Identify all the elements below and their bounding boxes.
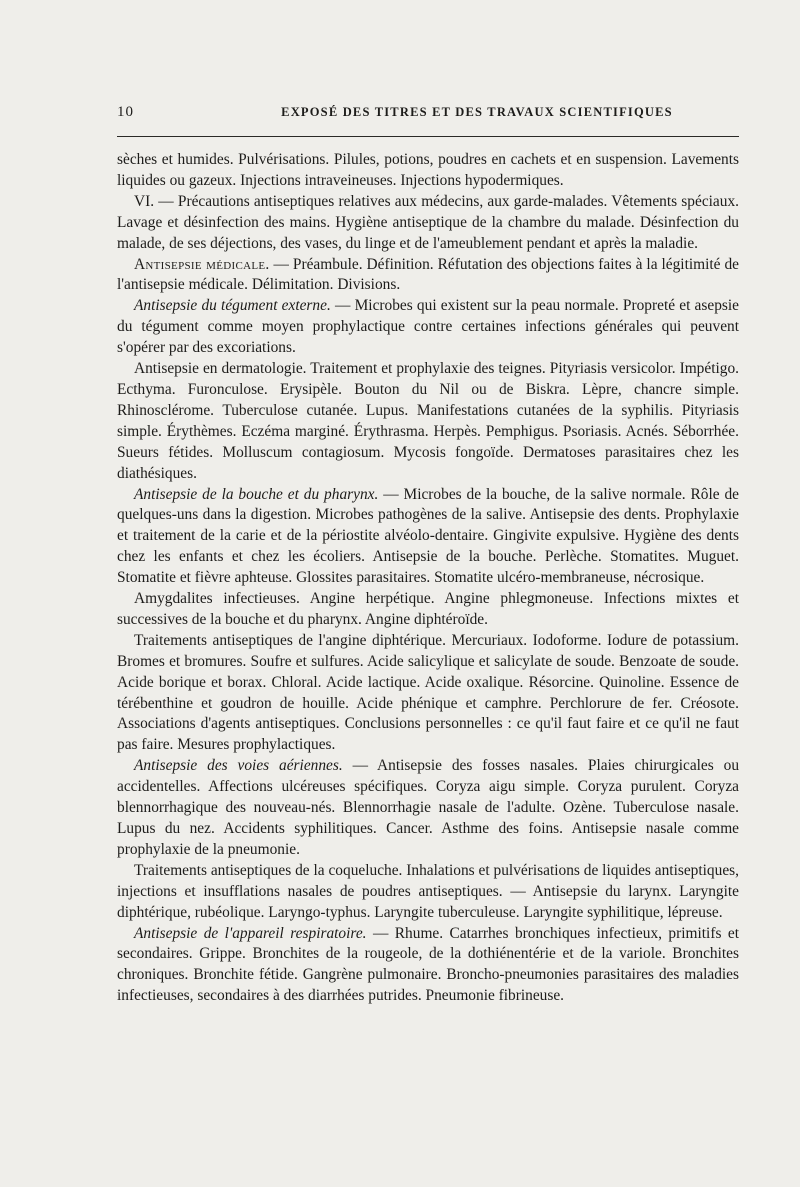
page-number: 10 [117, 104, 134, 120]
paragraph-1: sèches et humides. Pulvérisations. Pilules, potions, poudres en cachets et en suspension. Lavements liquides ou gazeux. Injections intraveineuses. Injections hypodermiques. [117, 151, 739, 189]
paragraph-7: Amygdalites infectieuses. Angine herpétique. Angine phlegmoneuse. Infections mixtes et successives de la bouche et du pharynx. Angine diphtéroïde. [117, 590, 739, 628]
paragraph-9: Antisepsie des voies aériennes. — Antisepsie des fosses nasales. Plaies chirurgicales ou accidentelles. Affections ulcéreuses spécifiques. Coryza aigu simple. Coryza purulent. Coryza blennorrhagique des nouveau-nés. Blennorrhagie nasale de l'adulte. Ozène. Tuberculose nasale. Lupus du nez. Accidents syphilitiques. Cancer. Asthme des foins. Antisepsie nasale comme prophylaxie de la pneumonie. [117, 757, 740, 858]
subsection-heading: Antisepsie de la bouche et du pharynx. [134, 485, 379, 503]
page-header [117, 104, 737, 126]
subsection-heading: Antisepsie de l'appareil respiratoire. [134, 924, 367, 942]
header-rule [117, 136, 739, 137]
paragraph-3: Antisepsie médicale. — Préambule. Définition. Réfutation des objections faites à la légitimité de l'antisepsie médicale. Délimitation. Divisions. [117, 255, 739, 294]
body-text [117, 150, 739, 1007]
subsection-heading: Antisepsie des voies aériennes. [134, 757, 343, 775]
paragraph-6: Antisepsie de la bouche et du pharynx. — Microbes de la bouche, de la salive normale. Rôle de quelques-uns dans la digestion. Microbes pathogènes de la salive. Antisepsie des dents. Prophylaxie et traitement de la carie et de la périostite alvéolo-dentaire. Gingivite expulsive. Hygiène des dents chez les enfants et chez les écoliers. Antisepsie de la bouche. Perlèche. Stomatites. Muguet. Stomatite et fièvre aphteuse. Glossites parasitaires. Stomatite ulcéro-membraneuse, nécrosique. [117, 485, 739, 587]
subsection-heading: Antisepsie du tégument externe. [134, 297, 331, 315]
section-heading: Antisepsie médicale. [134, 255, 270, 273]
running-title: EXPOSÉ DES TITRES ET DES TRAVAUX SCIENTIFIQUES [281, 105, 673, 119]
paragraph-2: VI. — Précautions antiseptiques relatives aux médecins, aux garde-malades. Vêtements spéciaux. Lavage et désinfection des mains. Hygiène antiseptique de la chambre du malade. Désinfection du malade, de ses déjections, des vases, du linge et de l'ameublement pendant et après la maladie. [117, 192, 739, 252]
paragraph-10: Traitements antiseptiques de la coqueluche. Inhalations et pulvérisations de liquides antiseptiques, injections et insufflations nasales de poudres antiseptiques. — Antisepsie du larynx. Laryngite diphtérique, rubéolique. Laryngo-typhus. Laryngite tuberculeuse. Laryngite syphilitique, lépreuse. [117, 861, 739, 921]
paragraph-4: Antisepsie du tégument externe. — Microbes qui existent sur la peau normale. Propreté et asepsie du tégument comme moyen prophylactique contre certaines infections générales qui peuvent s'opérer par des excoriations. [117, 297, 740, 357]
paragraph-8: Traitements antiseptiques de l'angine diphtérique. Mercuriaux. Iodoforme. Iodure de potassium. Bromes et bromures. Soufre et sulfures. Acide salicylique et salicylate de soude. Benzoate de soude. Acide borique et borax. Chloral. Acide lactique. Acide oxalique. Résorcine. Quinoline. Essence de térébenthine et goudron de houille. Acide phénique et camphre. Perchlorure de fer. Créosote. Associations d'agents antiseptiques. Conclusions personnelles : ce qu'il faut faire et ce qu'il ne faut pas faire. Mesures prophylactiques. [117, 631, 739, 754]
paragraph-5: Antisepsie en dermatologie. Traitement et prophylaxie des teignes. Pityriasis versicolor. Impétigo. Ecthyma. Furonculose. Erysipèle. Bouton du Nil ou de Biskra. Lèpre, chancre simple. Rhinosclérome. Tuberculose cutanée. Lupus. Manifestations cutanées de la syphilis. Pityriasis simple. Érythèmes. Eczéma marginé. Érythrasma. Herpès. Pemphigus. Psoriasis. Acnés. Séborrhée. Sueurs fétides. Molluscum contagiosum. Mycosis fongoïde. Dermatoses parasitaires chez les diathésiques. [117, 360, 739, 482]
paragraph-11: Antisepsie de l'appareil respiratoire. — Rhume. Catarrhes bronchiques infectieux, primitifs et secondaires. Grippe. Bronchites de la rougeole, de la dothiénentérie et de la variole. Bronchites chroniques. Bronchite fétide. Gangrène pulmonaire. Broncho-pneumonies parasitaires des maladies infectieuses, secondaires à des diarrhées putrides. Pneumonie fibrineuse. [117, 924, 739, 1005]
